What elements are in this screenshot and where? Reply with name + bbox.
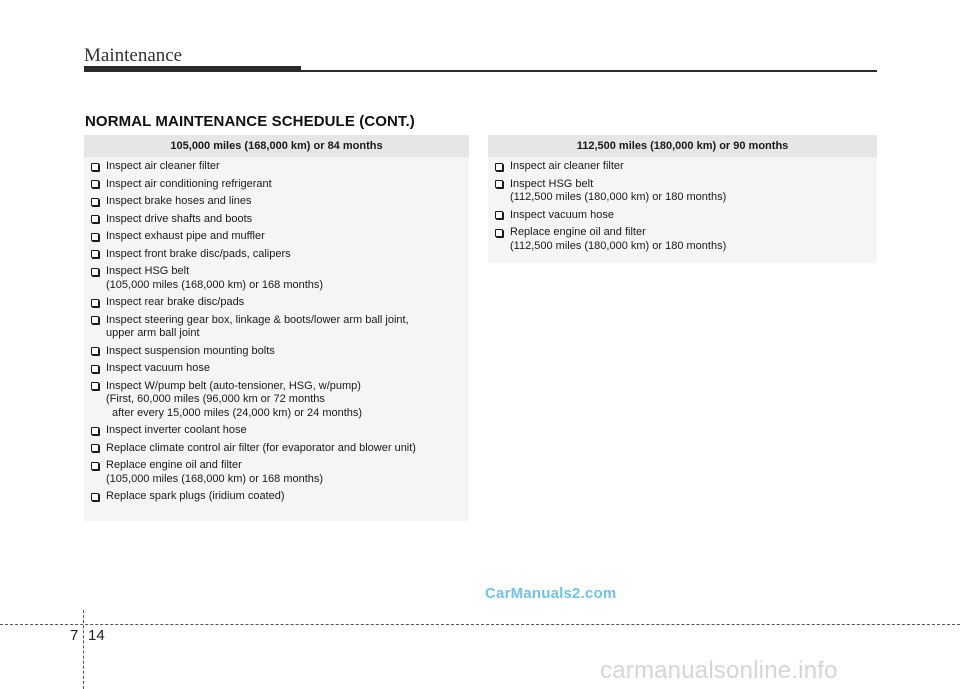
checkbox-icon [91,299,99,307]
schedule-item [90,380,469,421]
checkbox-icon [91,316,99,324]
footer-dashed-divider [83,610,84,689]
watermark-link[interactable]: CarManuals2.com [485,585,617,602]
checkbox-icon [91,233,99,241]
schedule-panel-105000 [84,135,469,521]
schedule-item-text: Inspect vacuum hose [106,362,210,374]
section-title: Maintenance [84,45,183,66]
schedule-item [90,314,469,341]
checkbox-icon [495,211,503,219]
schedule-item-text: Replace engine oil and filter [510,226,646,238]
footer-dashed-rule [0,624,960,625]
checkbox-icon [91,163,99,171]
schedule-item [90,490,469,504]
schedule-item-detail: (105,000 miles (168,000 km) or 168 months) [106,278,324,291]
schedule-item-text: Replace climate control air filter (for evaporator and blower unit) [106,441,416,454]
schedule-item [90,230,469,244]
header-accent-bar [84,66,301,72]
schedule-item-text: Inspect inverter coolant hose [106,424,247,436]
schedule-panel-112500 [488,135,877,263]
schedule-item-text: Inspect drive shafts and boots [106,212,253,225]
schedule-item [90,345,469,359]
schedule-item [90,459,469,486]
schedule-item [90,160,469,174]
schedule-item-text: Inspect front brake disc/pads, calipers [106,247,291,260]
schedule-item [90,178,469,192]
schedule-item-list [84,157,469,504]
checkbox-icon [91,365,99,373]
schedule-item [90,296,469,310]
schedule-item-text: Inspect steering gear box, linkage & boots/lower arm ball joint, [106,313,409,326]
checkbox-icon [91,198,99,206]
schedule-item [90,362,469,376]
schedule-item-detail: after every 15,000 miles (24,000 km) or 24 months) [112,406,363,419]
page-number: 14 [88,627,105,644]
schedule-panel-title: 105,000 miles (168,000 km) or 84 months [84,135,469,157]
schedule-item-text: Inspect exhaust pipe and muffler [106,230,265,242]
schedule-item-text: Inspect air conditioning refrigerant [106,177,272,190]
page-heading: NORMAL MAINTENANCE SCHEDULE (CONT.) [85,113,415,130]
schedule-item [90,213,469,227]
schedule-item [90,442,469,456]
schedule-item-text: Inspect W/pump belt (auto-tensioner, HSG, w/pump) [106,379,361,392]
checkbox-icon [91,493,99,501]
chapter-number: 7 [70,627,79,644]
schedule-panel-title: 112,500 miles (180,000 km) or 90 months [488,135,877,157]
checkbox-icon [91,215,99,223]
schedule-item [90,248,469,262]
checkbox-icon [91,347,99,355]
schedule-item-list [488,157,877,253]
schedule-item-detail: (First, 60,000 miles (96,000 km or 72 months [106,393,325,405]
schedule-item-text: Inspect brake hoses and lines [106,195,252,207]
checkbox-icon [91,427,99,435]
schedule-item-detail: (105,000 miles (168,000 km) or 168 months) [106,472,324,485]
schedule-item-detail: (112,500 miles (180,000 km) or 180 months) [510,239,727,252]
checkbox-icon [91,250,99,258]
schedule-item-text: Inspect HSG belt [106,265,190,277]
schedule-item-text: Inspect air cleaner filter [510,160,624,172]
schedule-item-text: Replace spark plugs (iridium coated) [106,490,285,502]
checkbox-icon [91,180,99,188]
schedule-item-text: Inspect vacuum hose [510,208,614,221]
checkbox-icon [91,444,99,452]
schedule-item-text: Inspect rear brake disc/pads [106,296,245,308]
checkbox-icon [91,382,99,390]
checkbox-icon [495,180,503,188]
schedule-item-detail: upper arm ball joint [106,327,200,339]
schedule-item-text: Replace engine oil and filter [106,459,242,471]
checkbox-icon [495,229,503,237]
schedule-item-detail: (112,500 miles (180,000 km) or 180 months) [510,191,727,203]
schedule-item [90,424,469,438]
schedule-item [494,160,877,174]
checkbox-icon [495,163,503,171]
watermark-text: carmanualsonline.info [600,657,838,684]
checkbox-icon [91,462,99,470]
schedule-item-text: Inspect suspension mounting bolts [106,344,275,357]
schedule-item [494,226,877,253]
schedule-item [494,178,877,205]
schedule-item [90,195,469,209]
schedule-item [90,265,469,292]
schedule-item [494,209,877,223]
header-rule [301,70,877,72]
schedule-item-text: Inspect HSG belt [510,177,594,190]
schedule-item-text: Inspect air cleaner filter [106,160,220,172]
checkbox-icon [91,268,99,276]
